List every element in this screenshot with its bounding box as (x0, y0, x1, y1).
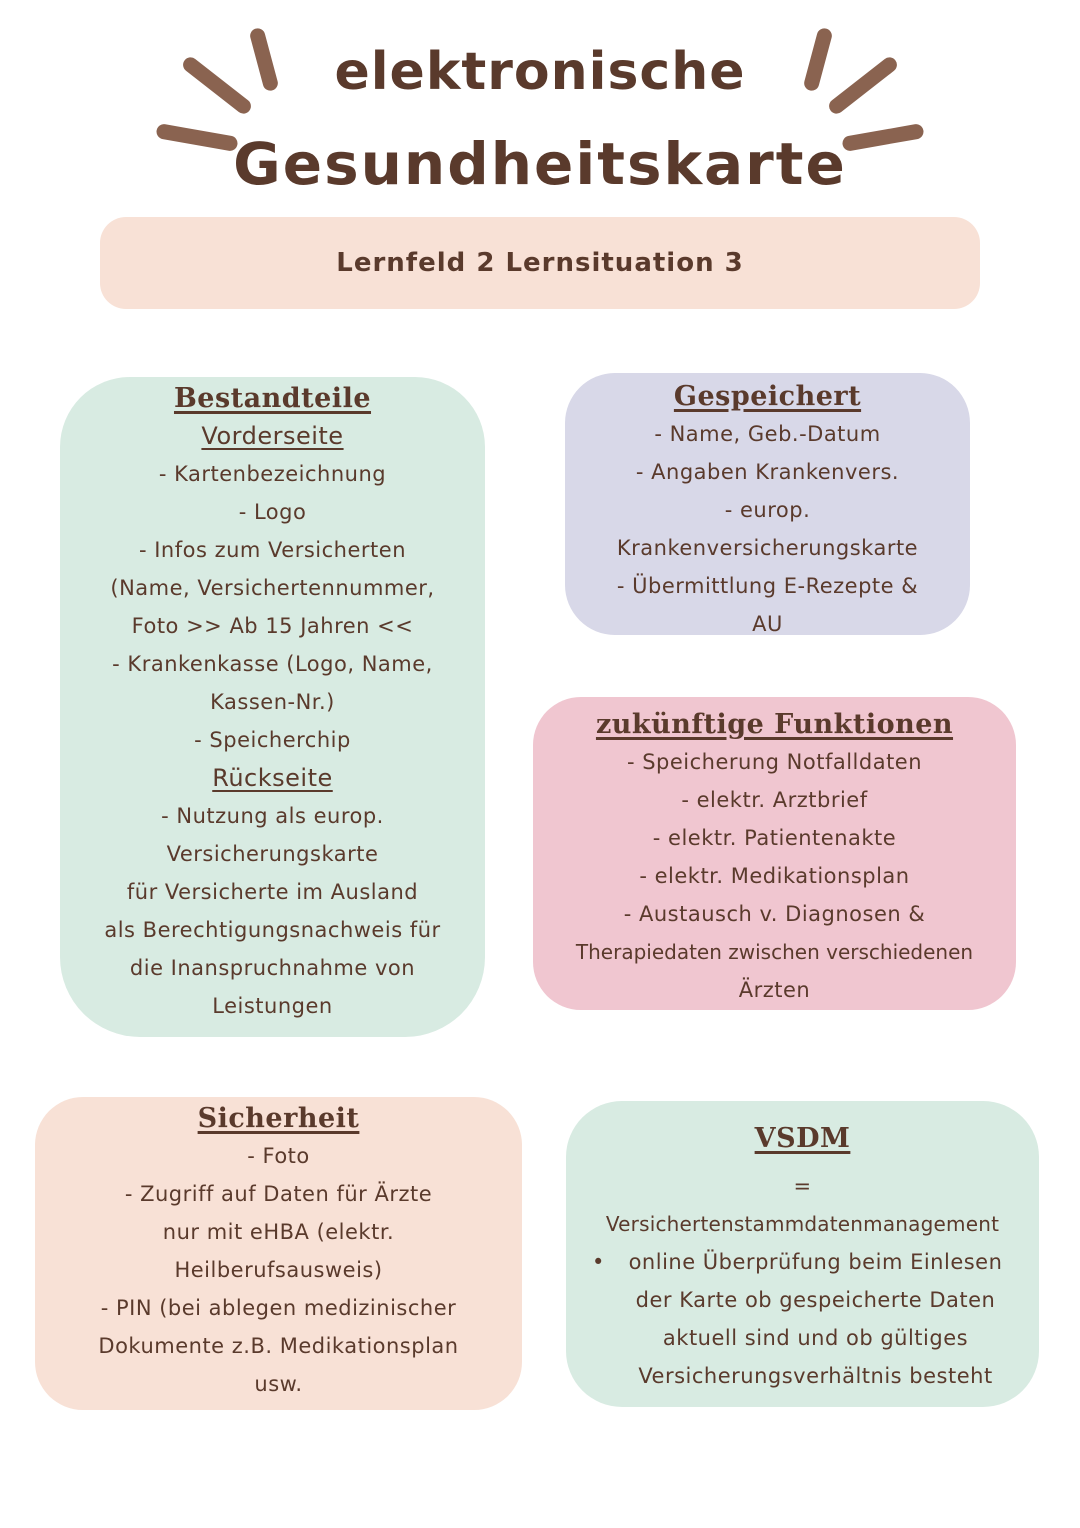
list-item: online Überprüfung beim Einlesen (628, 1250, 1003, 1274)
list-item: - Name, Geb.-Datum (654, 422, 881, 446)
page-title-line-2: Gesundheitskarte (233, 130, 847, 198)
list-item: der Karte ob gespeicherte Daten (635, 1288, 996, 1312)
equals-sign: = (793, 1174, 812, 1198)
list-item: - Speicherchip (194, 728, 351, 752)
list-item: - Speicherung Notfalldaten (626, 750, 923, 774)
list-item: - Zugriff auf Daten für Ärzte (124, 1182, 433, 1206)
list-item: - PIN (bei ablegen medizinischer (100, 1296, 457, 1320)
list-item: - elektr. Patientenakte (652, 826, 897, 850)
list-item: Leistungen (212, 994, 333, 1018)
card-subheading-back: Rückseite (212, 764, 333, 792)
vsdm-bullet-item (566, 1243, 1039, 1395)
card-heading: zukünftige Funktionen (595, 709, 954, 740)
list-item: nur mit eHBA (elektr. (162, 1220, 395, 1244)
list-item: - Angaben Krankenvers. (635, 460, 900, 484)
list-item: Therapiedaten zwischen verschiedenen (575, 940, 974, 964)
card-heading: Sicherheit (197, 1103, 360, 1134)
list-item: als Berechtigungsnachweis für (104, 918, 441, 942)
list-item: aktuell sind und ob gültiges (662, 1326, 969, 1350)
list-item: - Foto (247, 1144, 310, 1168)
list-item: - elektr. Medikationsplan (639, 864, 910, 888)
list-item: Versicherungsverhältnis besteht (638, 1364, 993, 1388)
list-item: - Logo (238, 500, 307, 524)
card-heading: Gespeichert (673, 381, 862, 412)
card-sicherheit (35, 1097, 522, 1410)
list-item: Kassen-Nr.) (210, 690, 335, 714)
list-item: Heilberufsausweis) (174, 1258, 383, 1282)
list-item: - europ. (724, 498, 811, 522)
card-heading: Bestandteile (173, 383, 372, 414)
list-item: Ärzten (738, 978, 811, 1002)
card-heading: VSDM (754, 1123, 851, 1154)
list-item: - Krankenkasse (Logo, Name, (112, 652, 433, 676)
page-title-line-1: elektronische (334, 42, 746, 102)
list-item: Versicherungskarte (166, 842, 379, 866)
list-item: - Austausch v. Diagnosen & (623, 902, 926, 926)
list-item: usw. (254, 1372, 303, 1396)
list-item: - Kartenbezeichnung (158, 462, 387, 486)
list-item: - Übermittlung E-Rezepte & (616, 574, 919, 598)
list-item: Dokumente z.B. Medikationsplan (98, 1334, 459, 1358)
list-item: AU (752, 612, 783, 636)
list-item: (Name, Versichertennummer, (110, 576, 435, 600)
card-zukuenftige-funktionen (533, 697, 1016, 1010)
card-subheading-front: Vorderseite (201, 422, 344, 450)
list-item: die Inanspruchnahme von (129, 956, 416, 980)
vsdm-expansion: Versichertenstammdatenmanagement (605, 1212, 1000, 1236)
card-gespeichert (565, 373, 970, 635)
subtitle-banner (100, 217, 980, 309)
list-item: - Infos zum Versicherten (138, 538, 406, 562)
card-bestandteile (60, 377, 485, 1037)
list-item: - elektr. Arztbrief (681, 788, 868, 812)
subtitle-text: Lernfeld 2 Lernsituation 3 (336, 248, 744, 278)
list-item: Krankenversicherungskarte (616, 536, 919, 560)
bullet-icon: • (592, 1250, 605, 1274)
list-item: für Versicherte im Ausland (126, 880, 419, 904)
list-item: - Nutzung als europ. (161, 804, 384, 828)
card-vsdm (566, 1101, 1039, 1407)
list-item: Foto >> Ab 15 Jahren << (131, 614, 414, 638)
